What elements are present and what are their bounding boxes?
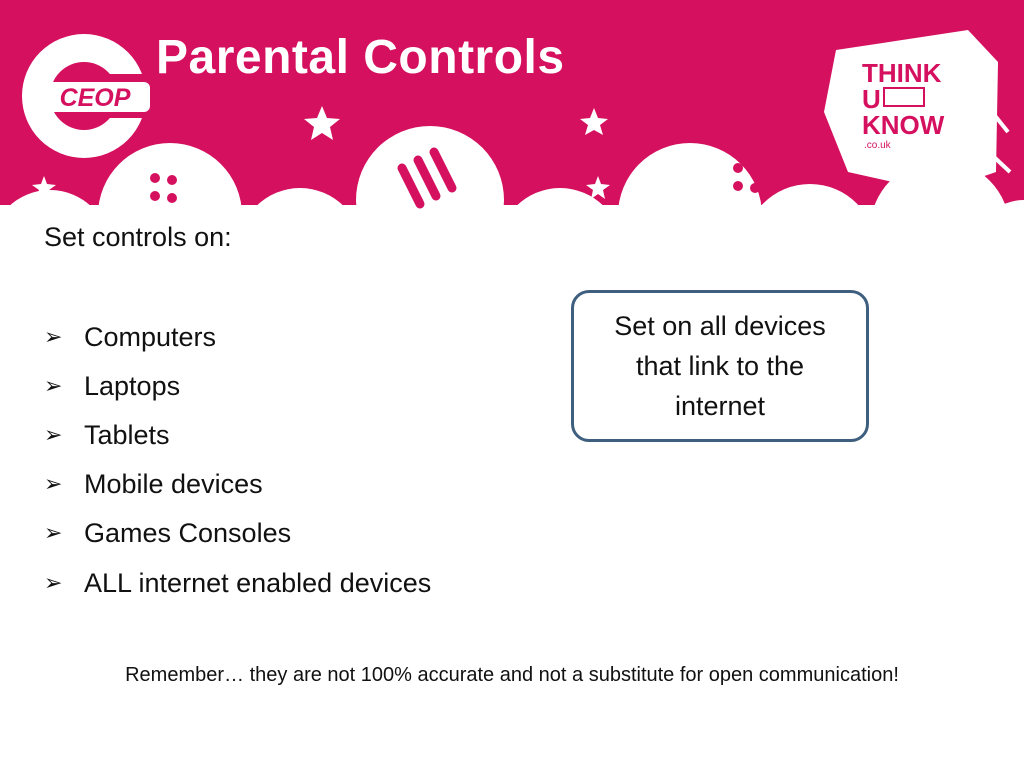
list-item <box>44 312 431 361</box>
intro-text: Set controls on: <box>44 222 232 252</box>
ceop-logo-text: CEOP <box>59 84 131 112</box>
arrowhead-bullet-icon: ➢ <box>44 520 63 546</box>
list-item-label: Tablets <box>84 419 170 450</box>
thinkuknow-domain: .co.uk <box>864 140 891 151</box>
footer-note: Remember… they are not 100% accurate and not a substitute for open communication! <box>125 664 899 686</box>
list-item <box>44 361 431 410</box>
ceop-logo <box>18 30 156 162</box>
arrowhead-bullet-icon: ➢ <box>44 323 63 349</box>
thinkuknow-u: U <box>862 84 881 114</box>
list-item-label: Mobile devices <box>84 469 263 500</box>
list-item <box>44 509 431 558</box>
thinkuknow-know: KNOW <box>862 110 945 140</box>
list-item-label: Laptops <box>84 370 181 401</box>
list-item-label: Computers <box>84 321 217 352</box>
list-item-label: ALL internet enabled devices <box>84 567 432 598</box>
arrowhead-bullet-icon: ➢ <box>44 421 63 447</box>
list-item <box>44 460 431 509</box>
list-item <box>44 558 431 607</box>
callout-text: Set on all devices that link to the internet <box>614 311 826 421</box>
callout-box <box>571 290 869 442</box>
arrowhead-bullet-icon: ➢ <box>44 569 63 595</box>
thinkuknow-logo <box>818 22 1014 198</box>
device-list <box>44 312 431 607</box>
list-item <box>44 410 431 459</box>
slide-title: Parental Controls <box>156 31 565 84</box>
thinkuknow-think: THINK <box>862 58 942 88</box>
list-item-label: Games Consoles <box>84 518 292 549</box>
arrowhead-bullet-icon: ➢ <box>44 471 63 497</box>
arrowhead-bullet-icon: ➢ <box>44 372 63 398</box>
